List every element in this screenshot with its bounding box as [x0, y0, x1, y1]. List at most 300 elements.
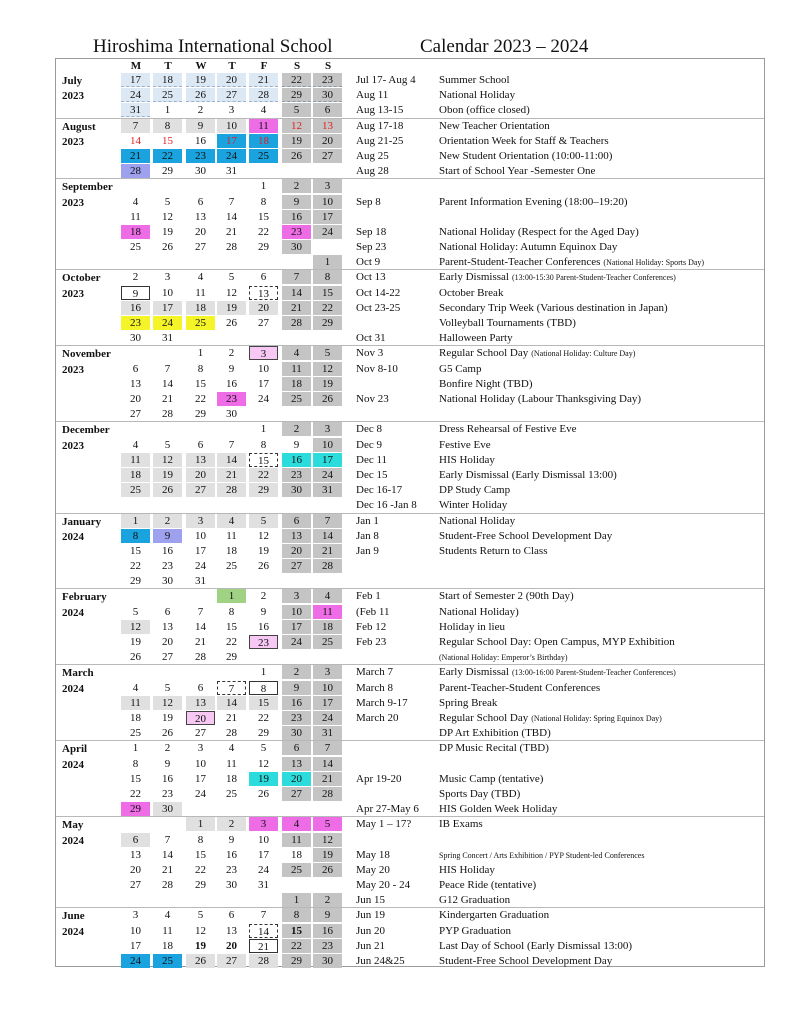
week-row — [56, 453, 764, 468]
day-cell: 14 — [217, 696, 246, 710]
week-row — [56, 316, 764, 331]
event-note: Spring Concert / Arts Exhibition / PYP Student-led Conferences — [439, 850, 645, 860]
day-cell: 30 — [313, 954, 342, 968]
day-cell: 19 — [153, 468, 182, 482]
event-text: National Holiday — [439, 514, 516, 527]
day-cell — [282, 255, 311, 269]
day-header-thu: T — [228, 60, 236, 72]
day-cell: 6 — [282, 514, 311, 528]
day-cell: 5 — [164, 681, 171, 694]
month-label: March — [62, 667, 94, 680]
day-cell — [313, 407, 342, 421]
event-text: New Student Orientation (10:00-11:00) — [439, 149, 613, 162]
event-date: Oct 13 — [356, 271, 386, 284]
day-cell: 26 — [162, 727, 173, 740]
day-cell: 28 — [313, 559, 342, 573]
event-text: Early Dismissal — [439, 666, 509, 679]
event-description — [439, 879, 536, 891]
day-cell: 20 — [249, 301, 278, 315]
event-description — [439, 150, 612, 162]
day-cell: 21 — [249, 939, 278, 953]
day-cell: 6 — [197, 681, 204, 694]
day-cell: 12 — [282, 119, 311, 133]
day-cell: 15 — [249, 696, 278, 710]
week-row — [56, 620, 764, 635]
day-cell: 4 — [132, 438, 139, 451]
day-cell — [282, 574, 311, 588]
day-cell: 3 — [228, 104, 235, 117]
month-label: June — [62, 910, 85, 923]
event-text: Student-Free School Development Day — [439, 529, 613, 542]
day-cell: 30 — [282, 483, 311, 497]
day-cell: 18 — [162, 939, 173, 952]
day-cell: 14 — [282, 286, 311, 300]
day-cell: 13 — [130, 377, 141, 390]
day-cell: 28 — [162, 408, 173, 421]
day-cell: 14 — [226, 210, 237, 223]
day-cell: 15 — [130, 544, 141, 557]
event-description — [439, 165, 595, 177]
week-row — [56, 893, 764, 908]
day-cell: 11 — [130, 210, 141, 223]
day-cell: 14 — [217, 453, 246, 467]
day-cell: 24 — [258, 863, 269, 876]
event-description — [439, 74, 510, 86]
day-cell — [282, 164, 311, 178]
day-cell: 29 — [130, 575, 141, 588]
month-label: December — [62, 424, 110, 437]
event-date: Dec 16-17 — [356, 484, 403, 497]
day-cell: 10 — [313, 438, 342, 452]
day-cell: 21 — [217, 468, 246, 482]
day-cell — [217, 422, 246, 436]
day-cell: 8 — [228, 605, 235, 618]
day-cell: 25 — [153, 88, 182, 102]
day-cell: 20 — [186, 711, 215, 725]
day-cell — [282, 650, 311, 664]
day-cell: 13 — [162, 620, 173, 633]
day-cell: 18 — [249, 134, 278, 148]
week-row — [56, 119, 764, 134]
event-text: Festive Eve — [439, 438, 491, 451]
day-cell: 12 — [153, 696, 182, 710]
day-cell: 29 — [282, 88, 311, 102]
event-text: Parent-Student-Teacher Conferences — [439, 256, 601, 269]
day-cell: 2 — [260, 590, 267, 603]
month-label: 2023 — [62, 363, 84, 376]
day-cell — [153, 179, 182, 193]
day-cell — [313, 650, 342, 664]
week-row — [56, 407, 764, 422]
day-cell: 25 — [130, 727, 141, 740]
day-cell: 25 — [153, 954, 182, 968]
day-cell: 13 — [186, 453, 215, 467]
day-cell: 19 — [313, 848, 342, 862]
day-cell: 13 — [282, 529, 311, 543]
day-cell: 23 — [186, 149, 215, 163]
event-text: Students Return to Class — [439, 544, 548, 557]
day-cell: 20 — [195, 225, 206, 238]
week-row — [56, 468, 764, 483]
day-cell: 30 — [130, 332, 141, 345]
week-row — [56, 848, 764, 863]
day-cell — [249, 255, 278, 269]
event-description — [439, 682, 600, 694]
day-cell: 8 — [132, 757, 139, 770]
day-cell: 1 — [260, 666, 267, 679]
day-cell: 22 — [249, 468, 278, 482]
event-text: National Holiday) — [439, 605, 519, 618]
day-cell: 9 — [121, 286, 150, 300]
day-cell: 25 — [313, 635, 342, 649]
day-cell: 2 — [153, 514, 182, 528]
day-cell: 29 — [313, 316, 342, 330]
day-cell: 5 — [313, 817, 342, 831]
day-cell: 19 — [282, 134, 311, 148]
day-cell: 28 — [162, 879, 173, 892]
day-cell: 2 — [164, 742, 171, 755]
day-cell: 26 — [313, 863, 342, 877]
day-cell: 31 — [313, 726, 342, 740]
day-cell: 2 — [217, 817, 246, 831]
day-cell: 12 — [153, 453, 182, 467]
day-cell: 22 — [195, 392, 206, 405]
day-cell: 10 — [313, 195, 342, 209]
week-row — [56, 301, 764, 316]
week-row — [56, 377, 764, 392]
day-cell: 2 — [282, 179, 311, 193]
day-cell: 15 — [313, 286, 342, 300]
day-cell: 10 — [217, 119, 246, 133]
month-label: February — [62, 591, 107, 604]
day-cell: 27 — [195, 241, 206, 254]
event-date: May 20 — [356, 863, 390, 876]
event-text: Parent Information Evening (18:00–19:20) — [439, 195, 628, 208]
day-cell: 24 — [313, 468, 342, 482]
event-description — [439, 393, 641, 405]
day-cell: 31 — [162, 332, 173, 345]
day-cell: 10 — [282, 605, 311, 619]
event-date: Dec 15 — [356, 468, 388, 481]
day-cell — [282, 331, 311, 345]
day-cell: 1 — [260, 423, 267, 436]
day-cell — [313, 240, 342, 254]
event-text: Obon (office closed) — [439, 104, 530, 117]
event-text: National Holiday — [439, 89, 516, 102]
day-cell: 30 — [313, 88, 342, 102]
event-date: Dec 9 — [356, 438, 382, 451]
week-row — [56, 817, 764, 832]
day-cell: 28 — [249, 88, 278, 102]
day-cell: 7 — [313, 514, 342, 528]
event-text: New Teacher Orientation — [439, 119, 550, 132]
day-cell: 23 — [282, 468, 311, 482]
day-cell: 7 — [313, 741, 342, 755]
day-cell: 8 — [197, 362, 204, 375]
event-date: Jun 15 — [356, 894, 386, 907]
week-row — [56, 711, 764, 726]
event-date: Jan 8 — [356, 529, 379, 542]
day-cell: 15 — [162, 134, 173, 147]
day-cell — [249, 164, 278, 178]
day-cell: 15 — [226, 620, 237, 633]
day-cell: 20 — [130, 863, 141, 876]
day-cell: 28 — [226, 241, 237, 254]
event-description — [439, 256, 704, 268]
event-description — [439, 530, 612, 542]
day-cell: 7 — [217, 681, 246, 695]
day-cell: 1 — [132, 742, 139, 755]
day-cell: 16 — [162, 544, 173, 557]
day-cell: 19 — [249, 772, 278, 786]
week-row — [56, 240, 764, 255]
event-text: National Holiday: Autumn Equinox Day — [439, 241, 618, 254]
day-cell: 6 — [313, 103, 342, 117]
event-date: Feb 23 — [356, 636, 387, 649]
event-description — [439, 940, 632, 952]
day-cell: 16 — [282, 453, 311, 467]
event-description — [439, 439, 491, 451]
day-cell — [153, 255, 182, 269]
day-cell: 4 — [164, 909, 171, 922]
day-cell: 21 — [249, 73, 278, 87]
event-date: March 7 — [356, 666, 393, 679]
day-cell — [313, 574, 342, 588]
day-cell: 13 — [313, 119, 342, 133]
day-cell: 2 — [282, 422, 311, 436]
day-cell — [121, 893, 150, 907]
day-cell: 5 — [228, 271, 235, 284]
day-cell — [249, 407, 278, 421]
event-text: Summer School — [439, 74, 510, 86]
event-description — [439, 742, 549, 754]
day-cell: 22 — [258, 711, 269, 724]
day-cell: 8 — [313, 270, 342, 284]
month-label: 2024 — [62, 925, 84, 938]
day-cell — [249, 574, 278, 588]
day-cell: 12 — [258, 529, 269, 542]
day-cell: 1 — [217, 589, 246, 603]
day-cell: 28 — [195, 651, 206, 664]
day-cell: 17 — [258, 848, 269, 861]
day-cell: 2 — [132, 271, 139, 284]
day-cell: 18 — [313, 620, 342, 634]
day-cell — [282, 498, 311, 512]
day-cell: 20 — [282, 544, 311, 558]
day-cell: 19 — [162, 711, 173, 724]
month-label: 2024 — [62, 834, 84, 847]
day-cell: 11 — [313, 605, 342, 619]
day-cell: 18 — [130, 711, 141, 724]
day-cell: 3 — [186, 514, 215, 528]
day-cell: 13 — [130, 848, 141, 861]
event-note: (13:00-15:30 Parent-Student-Teacher Conferences) — [511, 273, 676, 283]
month-label: 2024 — [62, 530, 84, 543]
day-cell: 8 — [249, 681, 278, 695]
event-text: Holiday in lieu — [439, 620, 505, 633]
week-row — [56, 210, 764, 225]
day-cell: 6 — [197, 438, 204, 451]
day-cell: 29 — [258, 727, 269, 740]
day-cell: 17 — [313, 210, 342, 224]
day-cell — [282, 878, 311, 892]
day-cell — [153, 893, 182, 907]
week-row — [56, 833, 764, 848]
day-cell: 1 — [260, 180, 267, 193]
day-cell: 1 — [186, 817, 215, 831]
event-description — [439, 332, 513, 344]
event-date: Jun 21 — [356, 939, 386, 952]
event-description — [439, 788, 520, 800]
day-cell: 7 — [164, 833, 171, 846]
day-cell — [249, 331, 278, 345]
day-cell: 16 — [226, 848, 237, 861]
month-label: September — [62, 181, 113, 194]
week-row — [56, 514, 764, 529]
day-cell: 27 — [162, 651, 173, 664]
month-label: January — [62, 515, 102, 528]
day-cell: 6 — [197, 195, 204, 208]
day-cell: 4 — [313, 589, 342, 603]
event-date: Nov 8-10 — [356, 362, 398, 375]
day-cell: 17 — [130, 939, 141, 952]
day-cell: 26 — [130, 651, 141, 664]
day-cell: 25 — [282, 863, 311, 877]
day-cell: 5 — [132, 605, 139, 618]
day-cell: 11 — [249, 119, 278, 133]
event-description — [439, 196, 628, 208]
event-date: Jan 1 — [356, 514, 379, 527]
day-cell: 24 — [313, 711, 342, 725]
day-cell: 5 — [164, 195, 171, 208]
day-cell — [186, 179, 215, 193]
event-description — [439, 697, 497, 709]
day-cell: 27 — [195, 727, 206, 740]
event-date: Aug 21-25 — [356, 134, 404, 147]
event-date: May 1 – 17? — [356, 818, 412, 831]
day-cell: 6 — [282, 741, 311, 755]
week-row — [56, 741, 764, 756]
event-description — [439, 423, 576, 435]
event-note: (National Holiday: Emperor’s Birthday) — [439, 653, 568, 663]
day-cell: 28 — [217, 483, 246, 497]
month-label: July — [62, 75, 83, 87]
day-cell: 21 — [313, 772, 342, 786]
day-cell: 19 — [186, 73, 215, 87]
day-cell: 10 — [195, 529, 206, 542]
day-cell: 17 — [121, 73, 150, 87]
month-label: October — [62, 272, 101, 285]
day-cell: 27 — [282, 787, 311, 801]
day-cell: 15 — [258, 210, 269, 223]
event-description — [439, 621, 505, 633]
day-header-sun: S — [324, 60, 332, 72]
week-row — [56, 498, 764, 513]
week-row — [56, 179, 764, 194]
day-cell: 18 — [121, 225, 150, 239]
event-description — [439, 590, 574, 602]
event-date: March 9-17 — [356, 696, 408, 709]
day-cell: 24 — [153, 316, 182, 330]
event-text: Last Day of School (Early Dismissal 13:00) — [439, 939, 633, 952]
event-description — [439, 302, 668, 314]
day-cell: 22 — [153, 149, 182, 163]
day-cell: 13 — [226, 924, 237, 937]
day-cell: 19 — [313, 377, 342, 391]
day-cell — [217, 179, 246, 193]
day-cell — [313, 802, 342, 816]
day-cell: 10 — [258, 833, 269, 846]
day-cell: 28 — [249, 954, 278, 968]
day-cell: 9 — [293, 438, 300, 451]
day-cell — [121, 422, 150, 436]
day-cell: 8 — [121, 529, 150, 543]
day-cell: 20 — [130, 392, 141, 405]
event-text: Start of Semester 2 (90th Day) — [439, 590, 574, 603]
event-text: Music Camp (tentative) — [439, 772, 544, 785]
day-cell: 20 — [186, 468, 215, 482]
event-date: Feb 12 — [356, 620, 387, 633]
day-cell: 25 — [186, 316, 215, 330]
week-row — [56, 757, 764, 772]
day-cell — [153, 346, 182, 360]
day-cell: 3 — [313, 422, 342, 436]
day-cell: 9 — [228, 833, 235, 846]
event-description — [439, 287, 503, 299]
day-cell: 29 — [226, 651, 237, 664]
day-cell: 22 — [226, 636, 237, 649]
day-cell: 30 — [282, 240, 311, 254]
day-cell: 30 — [226, 408, 237, 421]
day-cell — [217, 331, 246, 345]
event-text: Dress Rehearsal of Festive Eve — [439, 423, 577, 436]
event-description — [439, 712, 662, 724]
day-cell: 4 — [217, 514, 246, 528]
day-cell: 30 — [162, 575, 173, 588]
week-row — [56, 544, 764, 559]
day-cell: 31 — [258, 879, 269, 892]
day-cell: 24 — [217, 149, 246, 163]
event-date: (Feb 11 — [356, 605, 390, 618]
event-text: Regular School Day: Open Campus, MYP Exhibition — [439, 636, 675, 649]
day-cell: 14 — [195, 620, 206, 633]
day-cell: 21 — [282, 301, 311, 315]
day-cell: 7 — [197, 605, 204, 618]
day-cell — [153, 665, 182, 679]
event-description — [439, 773, 543, 785]
event-text: Kindergarten Graduation — [439, 909, 550, 922]
day-cell — [186, 802, 215, 816]
day-cell: 4 — [228, 742, 235, 755]
day-cell: 6 — [228, 909, 235, 922]
day-header-fri: F — [260, 60, 268, 72]
day-header-mon: M — [130, 60, 142, 72]
day-cell: 24 — [195, 560, 206, 573]
event-text: HIS Holiday — [439, 453, 495, 466]
day-cell: 31 — [121, 103, 150, 117]
day-cell: 8 — [260, 195, 267, 208]
event-text: Orientation Week for Staff & Teachers — [439, 134, 609, 147]
event-date: Sep 18 — [356, 225, 387, 238]
event-text: Bonfire Night (TBD) — [439, 377, 533, 390]
week-row — [56, 73, 764, 88]
day-cell: 2 — [228, 347, 235, 360]
event-date: Aug 17-18 — [356, 119, 404, 132]
day-cell: 5 — [164, 438, 171, 451]
day-cell: 18 — [226, 772, 237, 785]
event-text: Sports Day (TBD) — [439, 787, 521, 800]
event-description — [439, 484, 510, 496]
